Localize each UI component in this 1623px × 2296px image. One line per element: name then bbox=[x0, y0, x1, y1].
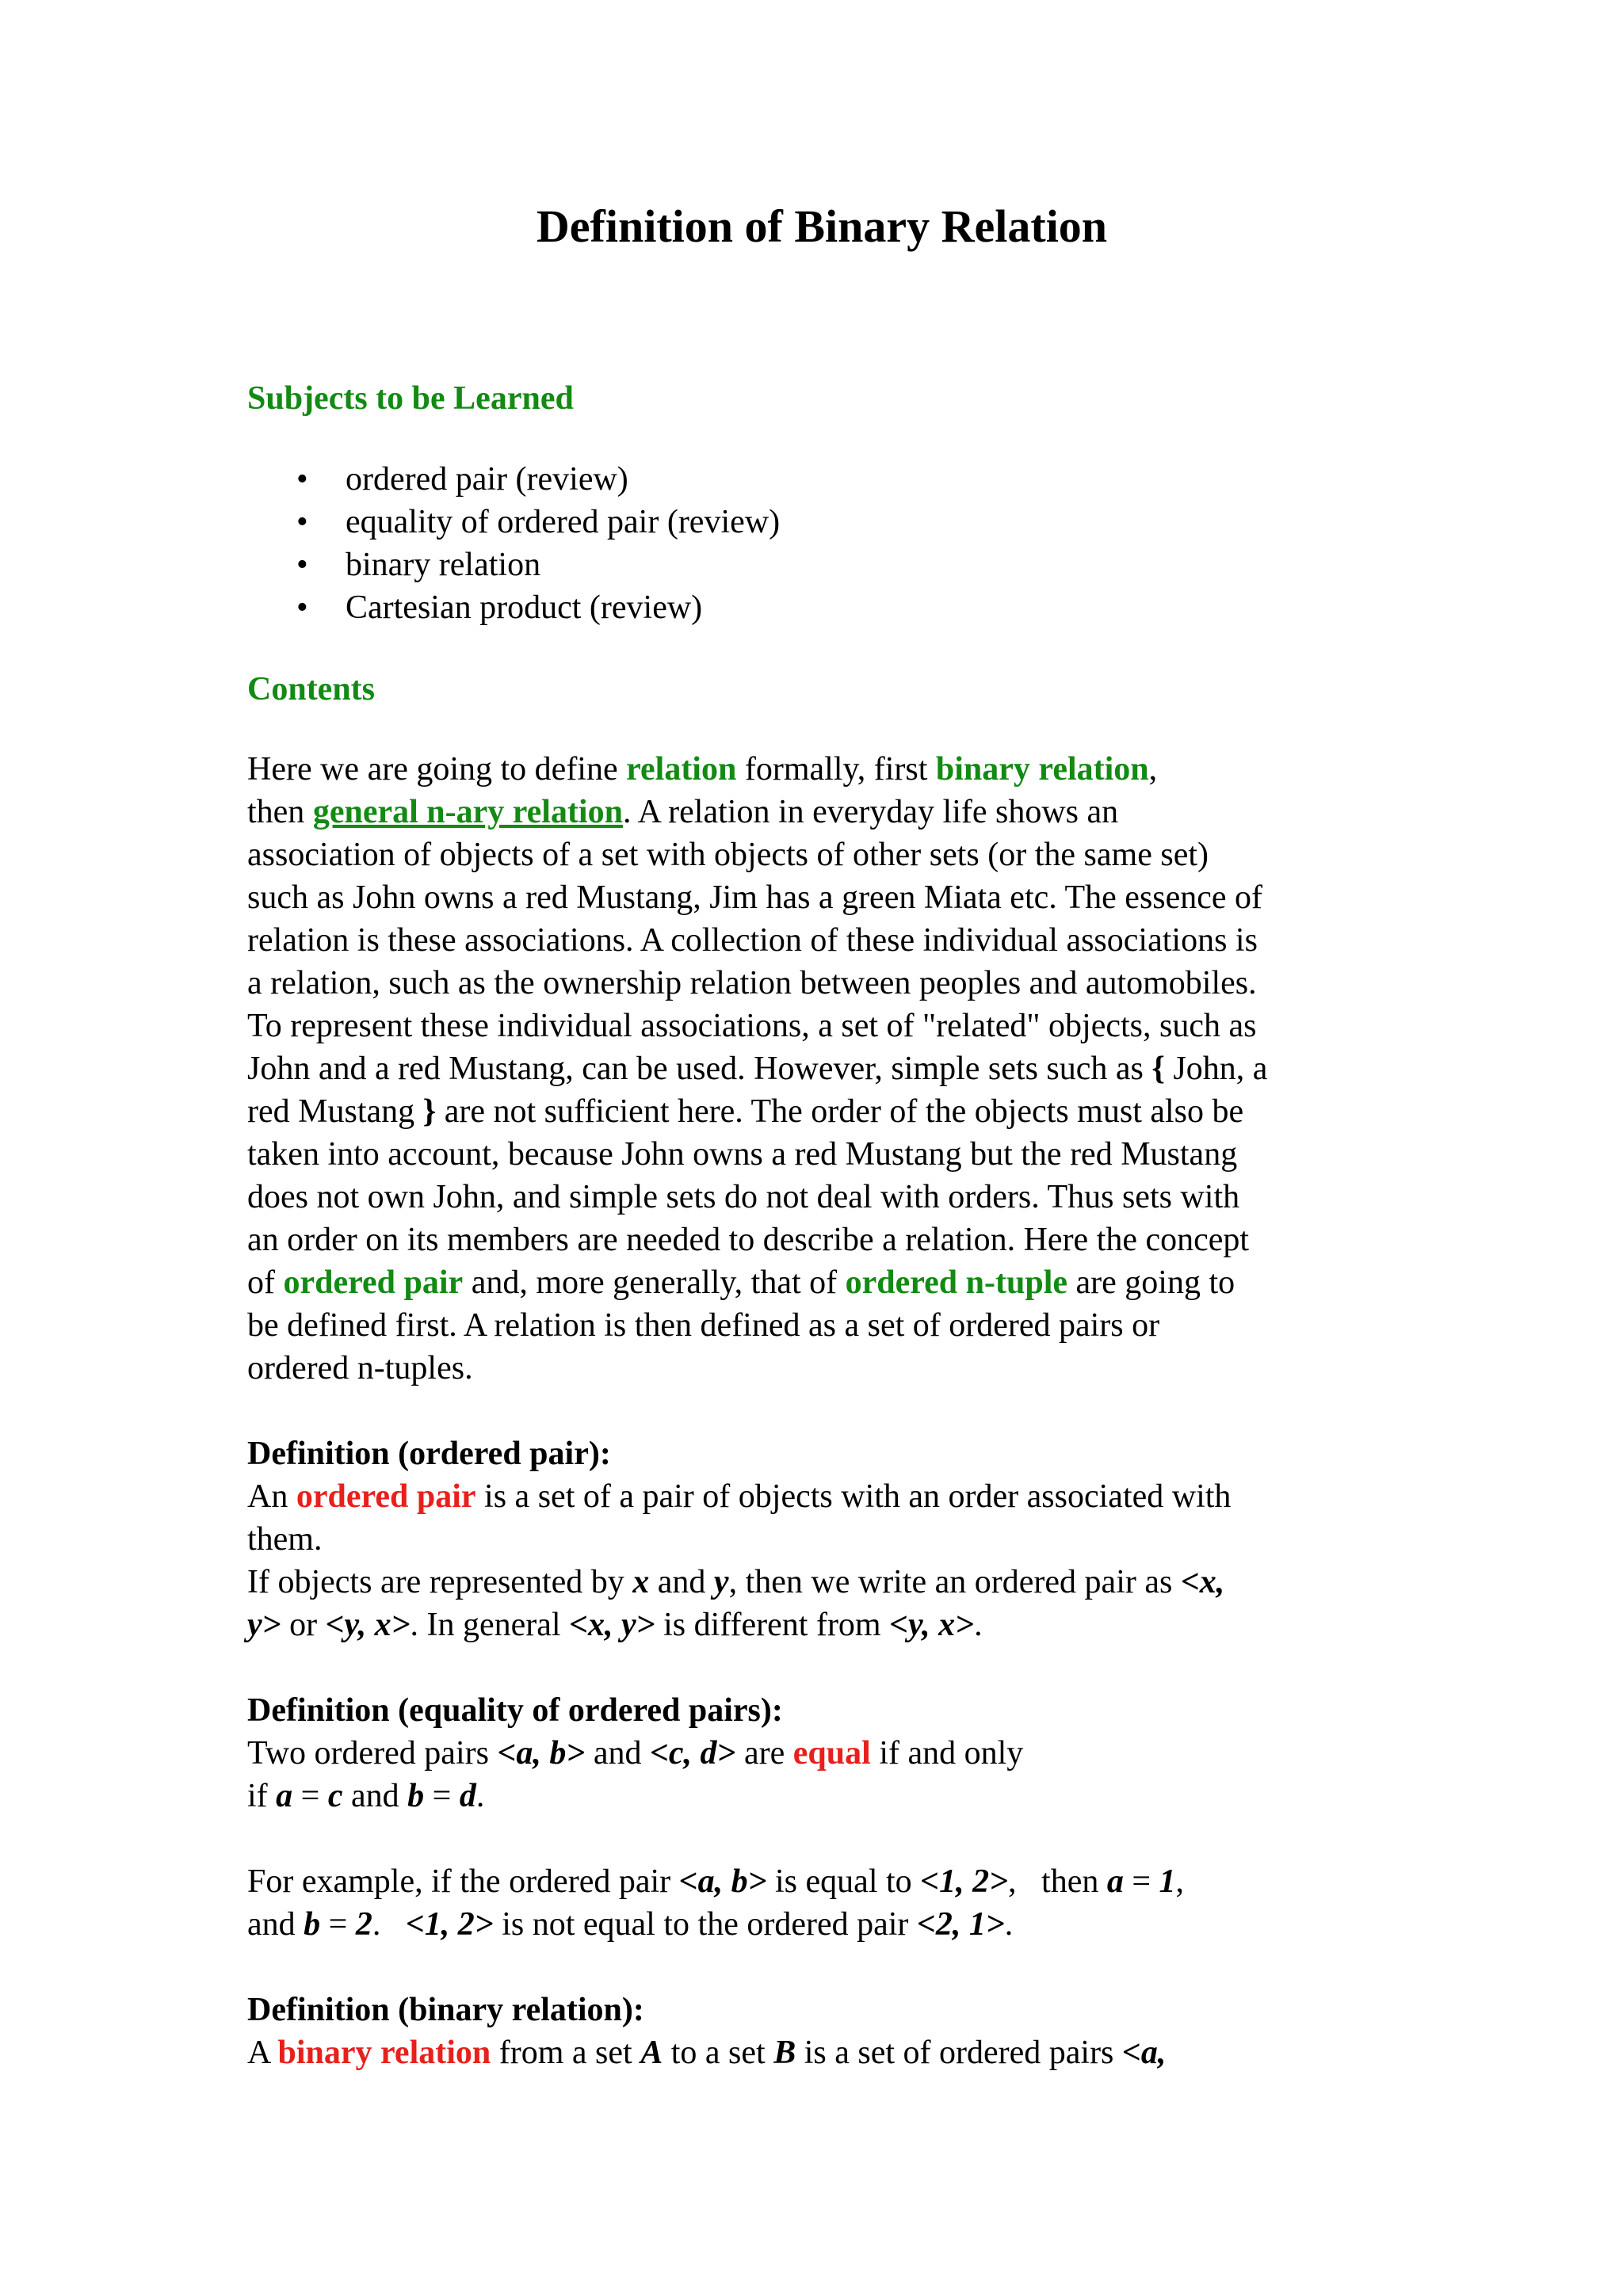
text-line: and b = 2. <1, 2> is not equal to the ordered pair <2, 1>. bbox=[247, 1906, 1014, 1943]
text-line: Here we are going to define relation formally, first binary relation, bbox=[247, 751, 1158, 788]
term-ordered-pair: ordered pair bbox=[283, 1264, 464, 1301]
text-line: ordered n-tuples. bbox=[247, 1350, 473, 1386]
definition-ordered-pair bbox=[247, 1432, 1396, 1646]
general-n-ary-relation-link[interactable]: general n-ary relation bbox=[312, 794, 623, 830]
definition-heading: Definition (equality of ordered pairs): bbox=[247, 1692, 783, 1729]
text-line: does not own John, and simple sets do not deal with orders. Thus sets with bbox=[247, 1179, 1240, 1215]
text-line: relation is these associations. A collection of these individual associations is bbox=[247, 922, 1258, 959]
example-paragraph bbox=[247, 1860, 1396, 1946]
text-line: Two ordered pairs <a, b> and <c, d> are equal if and only bbox=[247, 1735, 1024, 1772]
list-item: • Cartesian product (review) bbox=[247, 586, 780, 629]
subjects-heading: Subjects to be Learned bbox=[247, 380, 574, 417]
text-line: of ordered pair and, more generally, that of ordered n-tuple are going to bbox=[247, 1264, 1235, 1301]
text-line: be defined first. A relation is then defined as a set of ordered pairs or bbox=[247, 1307, 1160, 1344]
subjects-list bbox=[247, 458, 780, 629]
text-line: A binary relation from a set A to a set B is a set of ordered pairs <a, bbox=[247, 2035, 1167, 2071]
list-item: • ordered pair (review) bbox=[247, 458, 780, 501]
text-line: y> or <y, x>. In general <x, y> is different from <y, x>. bbox=[247, 1607, 983, 1643]
text-line: For example, if the ordered pair <a, b> is equal to <1, 2>, then a = 1, bbox=[247, 1863, 1185, 1900]
text-line: then general n-ary relation. A relation in everyday life shows an bbox=[247, 794, 1119, 830]
text-line: An ordered pair is a set of a pair of objects with an order associated with bbox=[247, 1478, 1232, 1515]
term-ordered-n-tuple: ordered n-tuple bbox=[845, 1264, 1068, 1301]
definition-binary-relation bbox=[247, 1989, 1396, 2074]
definition-heading: Definition (ordered pair): bbox=[247, 1436, 611, 1472]
term-relation: relation bbox=[626, 751, 737, 788]
text-line: taken into account, because John owns a red Mustang but the red Mustang bbox=[247, 1136, 1238, 1173]
list-item: • binary relation bbox=[247, 543, 780, 586]
text-line: such as John owns a red Mustang, Jim has a green Miata etc. The essence of bbox=[247, 879, 1263, 916]
text-line: If objects are represented by x and y, then we write an ordered pair as <x, bbox=[247, 1564, 1225, 1600]
term-binary-relation: binary relation bbox=[935, 751, 1149, 788]
text-line: To represent these individual associations, a set of "related" objects, such as bbox=[247, 1008, 1257, 1044]
text-line: association of objects of a set with objects of other sets (or the same set) bbox=[247, 837, 1209, 873]
list-item: • equality of ordered pair (review) bbox=[247, 501, 780, 543]
text-line: red Mustang } are not sufficient here. The order of the objects must also be bbox=[247, 1093, 1244, 1130]
contents-heading: Contents bbox=[247, 671, 376, 707]
definition-heading: Definition (binary relation): bbox=[247, 1992, 644, 2028]
defined-term-ordered-pair: ordered pair bbox=[296, 1478, 476, 1515]
page-title: Definition of Binary Relation bbox=[536, 200, 1108, 252]
text-line: if a = c and b = d. bbox=[247, 1778, 485, 1814]
defined-term-binary-relation: binary relation bbox=[277, 2035, 491, 2071]
definition-equality bbox=[247, 1689, 1396, 1817]
text-line: John and a red Mustang, can be used. However, simple sets such as { John, a bbox=[247, 1051, 1268, 1087]
text-line: them. bbox=[247, 1521, 323, 1558]
defined-term-equal: equal bbox=[792, 1735, 871, 1772]
text-line: an order on its members are needed to describe a relation. Here the concept bbox=[247, 1222, 1250, 1258]
contents-paragraph bbox=[247, 748, 1396, 1390]
text-line: a relation, such as the ownership relation between peoples and automobiles. bbox=[247, 965, 1257, 1001]
